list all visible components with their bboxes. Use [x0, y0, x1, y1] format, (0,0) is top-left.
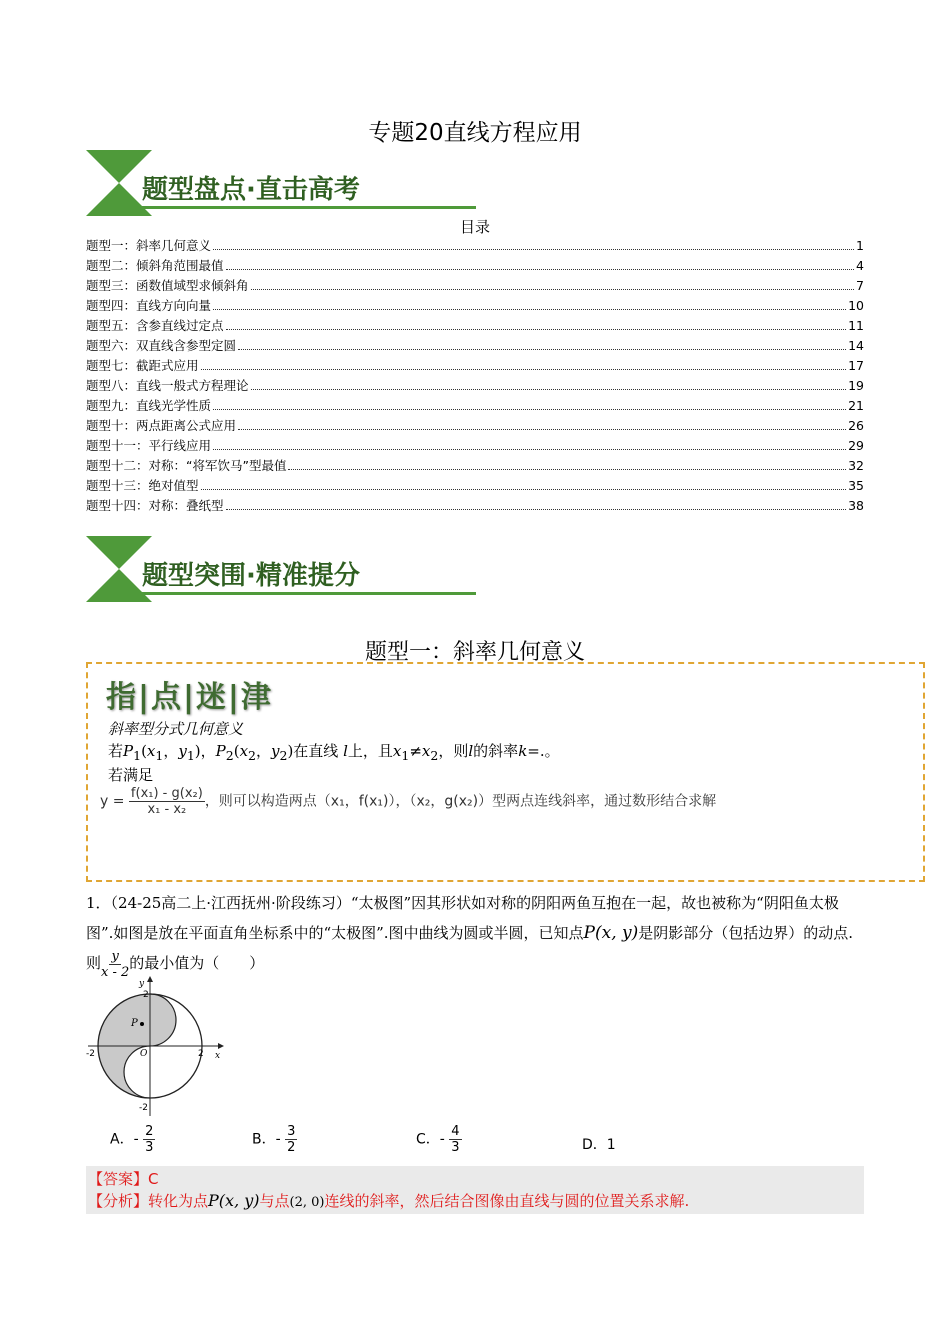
toc-item-page: 21: [848, 398, 864, 413]
tick-right: 2: [198, 1049, 204, 1059]
tick-left: -2: [86, 1049, 95, 1059]
option-a[interactable]: A．- $\frac{2}{3}$: [110, 1124, 154, 1155]
toc-item-leader: [238, 348, 846, 350]
toc-item[interactable]: [86, 456, 864, 476]
toc-item-label: 题型五：含参直线过定点: [86, 318, 224, 333]
toc-item[interactable]: [86, 496, 864, 516]
x-axis-label: x: [215, 1051, 221, 1061]
point-p-dot: [140, 1022, 144, 1026]
tip-formula: y = $\frac{\text{f(x₁) - g(x₂)}}{\text{x₁ - x₂}}$ ，则可以构造两点（x₁，f(x₁)），（x₂，g(x₂)）型两点连线斜率，通过数形结合求解: [100, 786, 717, 817]
toc-item-page: 4: [856, 258, 864, 273]
page-title: 专题20直线方程应用: [368, 120, 582, 146]
toc-item-label: 题型十：两点距离公式应用: [86, 418, 237, 433]
toc-item-label: 题型七：截距式应用: [86, 358, 199, 373]
toc-item[interactable]: [86, 356, 864, 376]
toc-list: [86, 236, 864, 516]
toc-item[interactable]: [86, 376, 864, 396]
toc-item-leader: [226, 508, 847, 510]
analysis-line: 【分析】转化为点P(x, y)与点(2, 0)连线的斜率，然后结合图像由直线与圆的位置关系求解.: [88, 1191, 690, 1210]
toc-item-leader: [201, 488, 847, 490]
toc-item-page: 10: [848, 298, 864, 313]
toc-item-leader: [201, 368, 847, 370]
toc-item-leader: [226, 328, 847, 330]
y-axis-arrow-icon: [147, 976, 153, 982]
toc-item-label: 题型十三：绝对值型: [86, 478, 199, 493]
taiji-figure: [84, 976, 224, 1120]
tick-top: 2: [143, 990, 149, 1000]
toc-item-label: 题型二：倾斜角范围最值: [86, 258, 224, 273]
toc-item[interactable]: [86, 316, 864, 336]
y-axis-label: y: [139, 979, 145, 989]
option-d[interactable]: D．1: [582, 1137, 616, 1153]
toc-item[interactable]: [86, 276, 864, 296]
answer-tag: 【答案】: [88, 1170, 149, 1188]
toc-item-leader: [288, 468, 846, 470]
toc-item-label: 题型一：斜率几何意义: [86, 238, 212, 253]
toc-item-leader: [213, 448, 846, 450]
tip-line-2: 若$P_1(x_1$，$y_1$)，$P_2(x_2$，$y_2$)在直线 l上，且$x_1\ne x_2$，则l的斜率k=.。: [108, 742, 560, 763]
origin-label: O: [140, 1049, 148, 1059]
toc-item[interactable]: [86, 256, 864, 276]
banner-underline: [108, 206, 476, 209]
point-p-label: P: [131, 1018, 138, 1029]
toc-item[interactable]: [86, 336, 864, 356]
banner-underline: [108, 592, 476, 595]
tip-line-3: 若满足: [108, 766, 154, 784]
toc-item-label: 题型四：直线方向向量: [86, 298, 212, 313]
toc-item-leader: [251, 388, 847, 390]
toc-item-label: 题型三：函数值域型求倾斜角: [86, 278, 249, 293]
option-c[interactable]: C．- $\frac{4}{3}$: [416, 1124, 460, 1155]
toc-item-leader: [238, 428, 846, 430]
toc-item-label: 题型十四：对称：叠纸型: [86, 498, 224, 513]
toc-item[interactable]: [86, 296, 864, 316]
question-text: 1．（24-25高二上·江西抚州·阶段练习）“太极图”因其形状如对称的阴阳两鱼互抱在一起，故也被称为“阴阳鱼太极图”.如图是放在平面直角坐标系中的“太极图”.图中曲线为圆或半圆，已知点P(x, y)是阴影部分（包括边界）的动点.则 $\frac{y}{x - 2}$ 的最小值为（ ）: [86, 894, 854, 980]
toc-item[interactable]: [86, 416, 864, 436]
toc-heading: 目录: [459, 218, 490, 236]
toc-item-page: 35: [848, 478, 864, 493]
toc-item-page: 32: [848, 458, 864, 473]
banner-top: [86, 150, 478, 216]
upper-semicircle: [150, 994, 176, 1046]
toc-item-page: 29: [848, 438, 864, 453]
analysis-tag: 【分析】: [88, 1192, 149, 1210]
section-heading: 题型一：斜率几何意义: [364, 640, 585, 665]
toc-item[interactable]: [86, 436, 864, 456]
answer-line: [88, 1168, 159, 1189]
toc-item-label: 题型九：直线光学性质: [86, 398, 212, 413]
question-point: P(x, y): [583, 923, 639, 943]
tip-header: 指|点|迷|津: [106, 680, 273, 715]
toc-item-page: 7: [856, 278, 864, 293]
toc-item-leader: [251, 288, 855, 290]
toc-item[interactable]: [86, 236, 864, 256]
toc-item-label: 题型六：双直线含参型定圆: [86, 338, 237, 353]
x-axis-arrow-icon: [218, 1043, 224, 1049]
tick-bottom: -2: [139, 1103, 148, 1113]
banner-top-text: 题型盘点·直击高考: [142, 175, 360, 205]
toc-item-leader: [213, 248, 854, 250]
toc-item-leader: [226, 268, 855, 270]
question-fraction: $\frac{y}{x - 2}$: [101, 948, 130, 980]
toc-item[interactable]: [86, 476, 864, 496]
toc-item-label: 题型十二：对称：“将军饮马”型最值: [86, 458, 287, 473]
toc-item-page: 11: [848, 318, 864, 333]
toc-item-label: 题型十一：平行线应用: [86, 438, 212, 453]
question-source: （24-25高二上·江西抚州·阶段练习）: [110, 894, 351, 912]
tip-title: 斜率型分式几何意义: [108, 720, 244, 738]
toc-item[interactable]: [86, 396, 864, 416]
toc-item-page: 19: [848, 378, 864, 393]
toc-item-label: 题型八：直线一般式方程理论: [86, 378, 249, 393]
toc-item-page: 38: [848, 498, 864, 513]
question-number: 1．: [86, 894, 111, 912]
toc-item-page: 14: [848, 338, 864, 353]
toc-item-leader: [213, 408, 846, 410]
banner-middle-text: 题型突围·精准提分: [142, 561, 360, 591]
option-b[interactable]: B．- $\frac{3}{2}$: [252, 1124, 296, 1155]
banner-middle: [86, 536, 478, 602]
toc-item-leader: [213, 308, 846, 310]
answer-value: C: [148, 1170, 159, 1188]
toc-item-page: 17: [848, 358, 864, 373]
toc-item-page: 1: [856, 238, 864, 253]
toc-item-page: 26: [848, 418, 864, 433]
tip-formula-fraction: $\frac{\text{f(x₁) - g(x₂)}}{\text{x₁ - x₂}}$: [130, 786, 203, 817]
